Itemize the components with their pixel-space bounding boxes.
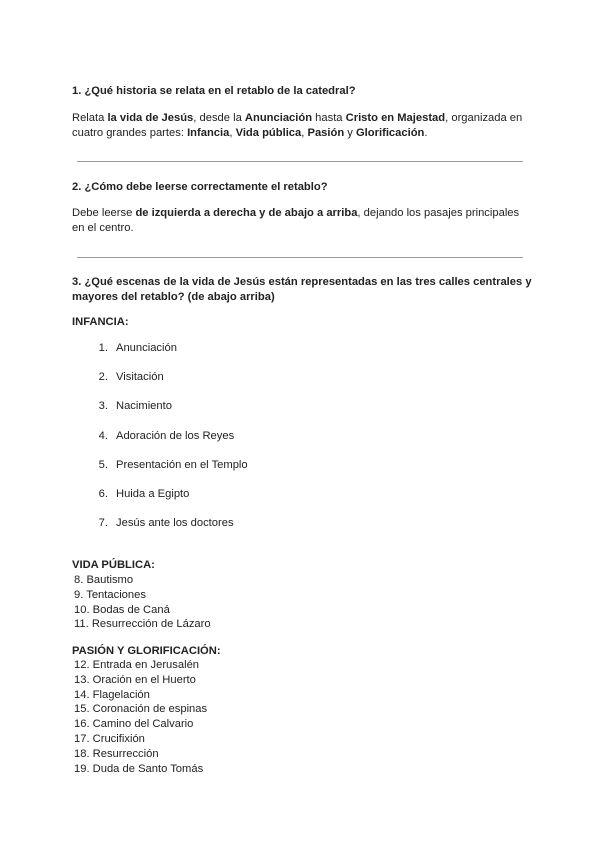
list-item: 13. Oración en el Huerto [74, 673, 196, 686]
list-item: 9. Tentaciones [74, 588, 146, 601]
answer-emphasis: Vida pública [235, 127, 302, 139]
list-item: 16. Camino del Calvario [74, 718, 194, 731]
answer-1 [72, 111, 532, 141]
divider-2 [77, 257, 523, 258]
list-item: 8. Bautismo [74, 574, 134, 586]
list-item [90, 516, 248, 545]
question-3: 3. ¿Qué escenas de la vida de Jesús están representadas en las tres calles centrales y mayores del retablo? (de abajo arriba) [72, 276, 532, 303]
list-item-text: Huida a Egipto [116, 487, 190, 500]
list-item: 18. Resurrección [74, 747, 159, 760]
answer-emphasis: de izquierda a derecha y de abajo a arriba [135, 207, 358, 219]
answer-emphasis: Pasión [307, 127, 345, 139]
list-item-text: Jesús ante los doctores [116, 517, 234, 530]
answer-text: . [424, 127, 428, 139]
list-item-number: 7. [98, 517, 108, 530]
answer-text: Debe leerse [72, 207, 136, 219]
list-item-text: Adoración de los Reyes [116, 429, 235, 442]
heading-infancia: INFANCIA: [72, 316, 129, 328]
list-item [90, 399, 248, 428]
answer-emphasis: Infancia [187, 127, 230, 139]
question-1: 1. ¿Qué historia se relata en el retablo de la catedral? [72, 85, 356, 97]
question-2: 2. ¿Cómo debe leerse correctamente el retablo? [72, 181, 328, 193]
list-item [90, 487, 248, 516]
answer-2 [72, 206, 532, 236]
answer-text: , [301, 127, 308, 139]
answer-emphasis: la vida de Jesús [107, 112, 194, 124]
list-item-text: Presentación en el Templo [116, 458, 248, 471]
list-item [90, 341, 248, 370]
list-item: 19. Duda de Santo Tomás [74, 762, 204, 775]
answer-text: , dejando los pasajes principales en el centro. [72, 207, 520, 234]
list-item: 10. Bodas de Caná [74, 603, 170, 616]
list-item: 11. Resurrección de Lázaro [74, 618, 211, 631]
list-item [90, 429, 248, 458]
answer-emphasis: Glorificación [355, 127, 425, 139]
heading-pasion: PASIÓN Y GLORIFICACIÓN: [72, 645, 221, 657]
list-pasion [74, 658, 207, 776]
list-item-number: 5. [98, 458, 108, 471]
divider-1 [77, 161, 523, 162]
list-item-number: 6. [98, 487, 108, 500]
list-item-number: 1. [98, 342, 108, 354]
answer-emphasis: Cristo en Majestad [345, 112, 446, 124]
list-item: 12. Entrada en Jerusalén [74, 659, 200, 671]
answer-emphasis: Anunciación [244, 112, 313, 124]
list-item-text: Anunciación [116, 342, 177, 354]
list-infancia [90, 341, 248, 545]
answer-text: , organizada en cuatro grandes partes: [72, 112, 523, 139]
answer-text: hasta [312, 112, 346, 124]
list-item: 14. Flagelación [74, 688, 150, 701]
list-item-number: 2. [98, 371, 108, 384]
list-item: 17. Crucifixión [74, 732, 145, 745]
answer-text: y [344, 127, 356, 139]
list-item [90, 458, 248, 487]
list-item-number: 4. [98, 429, 108, 442]
answer-text: Relata [72, 112, 108, 124]
list-item-text: Nacimiento [116, 400, 172, 413]
list-item-number: 3. [98, 400, 108, 413]
answer-text: , desde la [193, 112, 245, 124]
list-vida-publica [74, 573, 211, 632]
answer-text: , [229, 127, 236, 139]
list-item [90, 370, 248, 399]
list-item-text: Visitación [116, 371, 164, 384]
heading-vida-publica: VIDA PÚBLICA: [72, 559, 155, 571]
list-item: 15. Coronación de espinas [74, 703, 208, 716]
